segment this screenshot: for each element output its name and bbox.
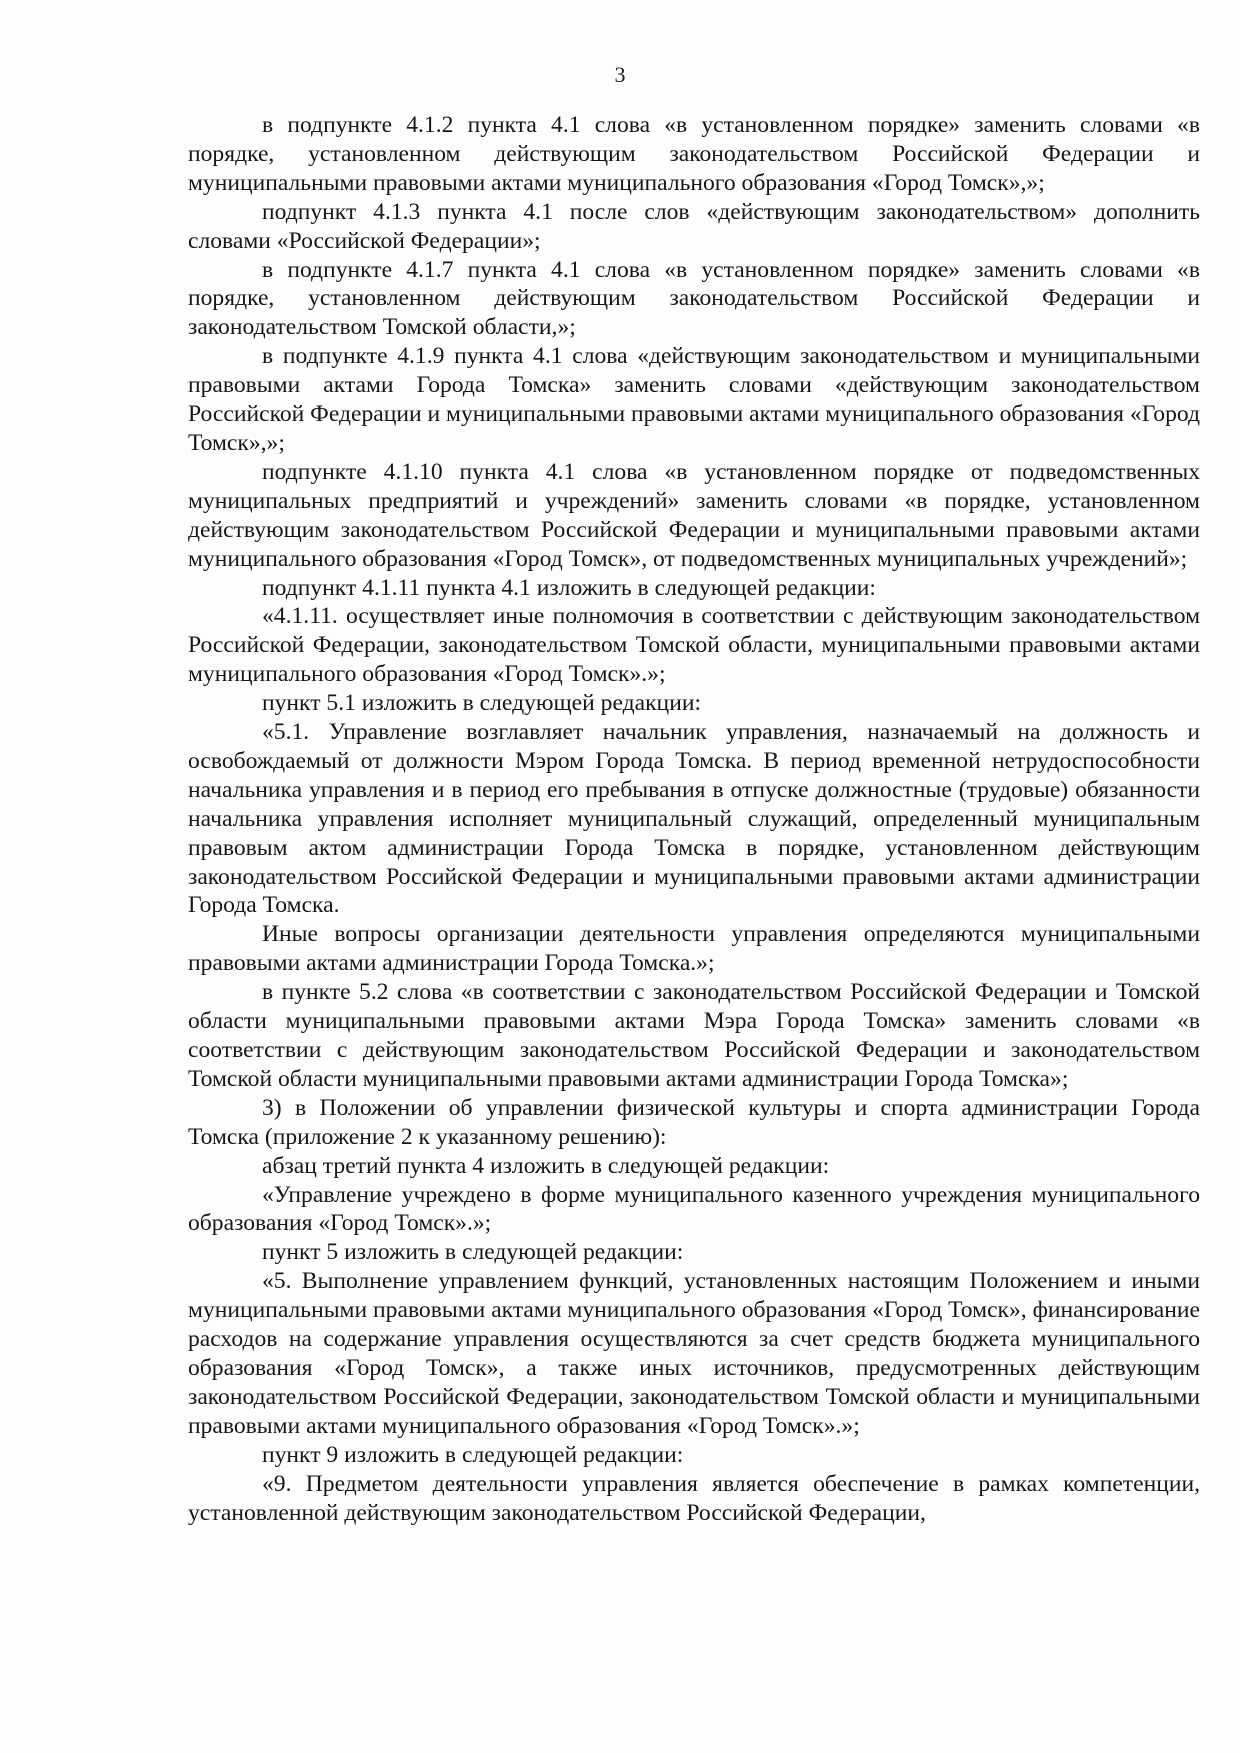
paragraph-subpoint-4-1-9: в подпункте 4.1.9 пункта 4.1 слова «действующим законодательством и муниципальными правовыми актами Города Томска» заменить словами «действующим законодательством Российской Федерации и муниципальными правовыми актами муниципального образования «Город Томск»,»; [188, 343, 1201, 456]
paragraph-point-9-intro: пункт 9 изложить в следующей редакции: [262, 1441, 684, 1468]
paragraph-point-5-text: «5. Выполнение управлением функций, установленных настоящим Положением и иными муниципальными правовыми актами муниципального образования «Город Томск», финансирование расходов на содержание управления осуществляются за счет средств бюджета муниципального образования «Город Томск», а также иных источников, предусмотренных действующим законодательством Российской Федерации, законодательством Томской области и муниципальными правовыми актами муниципального образования «Город Томск».»; [188, 1268, 1200, 1439]
paragraph-point-4-intro: абзац третий пункта 4 изложить в следующей редакции: [262, 1152, 830, 1179]
paragraph-point-4-text: «Управление учреждено в форме муниципального казенного учреждения муниципального образования «Город Томск».»; [188, 1181, 1200, 1237]
paragraph-subpoint-4-1-11-text: «4.1.11. осуществляет иные полномочия в соответствии с действующим законодательством Российской Федерации, законодательством Томской области, муниципальными правовыми актами муниципального образования «Город Томск».»; [188, 603, 1200, 688]
page-number: 3 [614, 62, 626, 87]
paragraph-subpoint-4-1-3: подпункт 4.1.3 пункта 4.1 после слов «действующим законодательством» дополнить словами «Российской Федерации»; [188, 198, 1200, 254]
paragraph-subpoint-4-1-11-intro: подпункт 4.1.11 пункта 4.1 изложить в следующей редакции: [262, 574, 876, 601]
paragraph-point-5-2: в пункте 5.2 слова «в соответствии с законодательством Российской Федерации и Томской области муниципальными правовыми актами Мэра Города Томска» заменить словами «в соответствии с действующим законодательством Российской Федерации и законодательством Томской области муниципальными правовыми актами администрации Города Томска»; [188, 979, 1200, 1092]
document-body [188, 111, 1200, 1527]
paragraph-subpoint-4-1-2: в подпункте 4.1.2 пункта 4.1 слова «в установленном порядке» заменить словами «в порядке, установленном действующим законодательством Российской Федерации и муниципальными правовыми актами муниципального образования «Город Томск»,»; [188, 112, 1200, 196]
paragraph-point-5-1-text: «5.1. Управление возглавляет начальник управления, назначаемый на должность и освобождаемый от должности Мэром Города Томска. В период временной нетрудоспособности начальника управления и в период его пребывания в отпуске должностные (трудовые) обязанности начальника управления исполняет муниципальный служащий, определенный муниципальным правовым актом администрации Города Томска в порядке, установленном действующим законодательством Российской Федерации и муниципальными правовыми актами администрации Города Томска. [188, 719, 1200, 919]
paragraph-point-9-text: «9. Предметом деятельности управления является обеспечение в рамках компетенции, установленной действующим законодательством Российской Федерации, [188, 1470, 1200, 1526]
paragraph-section-3: 3) в Положении об управлении физической культуры и спорта администрации Города Томска (приложение 2 к указанному решению): [188, 1094, 1200, 1150]
paragraph-subpoint-4-1-10: подпункте 4.1.10 пункта 4.1 слова «в установленном порядке от подведомственных муниципальных предприятий и учреждений» заменить словами «в порядке, установленном действующим законодательством Российской Федерации и муниципальными правовыми актами муниципального образования «Город Томск», от подведомственных муниципальных учреждений»; [188, 458, 1200, 572]
paragraph-point-5-1-other: Иные вопросы организации деятельности управления определяются муниципальными правовыми актами администрации Города Томска.»; [188, 921, 1200, 977]
paragraph-point-5-intro: пункт 5 изложить в следующей редакции: [262, 1239, 684, 1266]
paragraph-subpoint-4-1-7: в подпункте 4.1.7 пункта 4.1 слова «в установленном порядке» заменить словами «в порядке, установленном действующим законодательством Российской Федерации и законодательством Томской области,»; [188, 256, 1200, 341]
paragraph-point-5-1-intro: пункт 5.1 изложить в следующей редакции: [262, 690, 701, 717]
